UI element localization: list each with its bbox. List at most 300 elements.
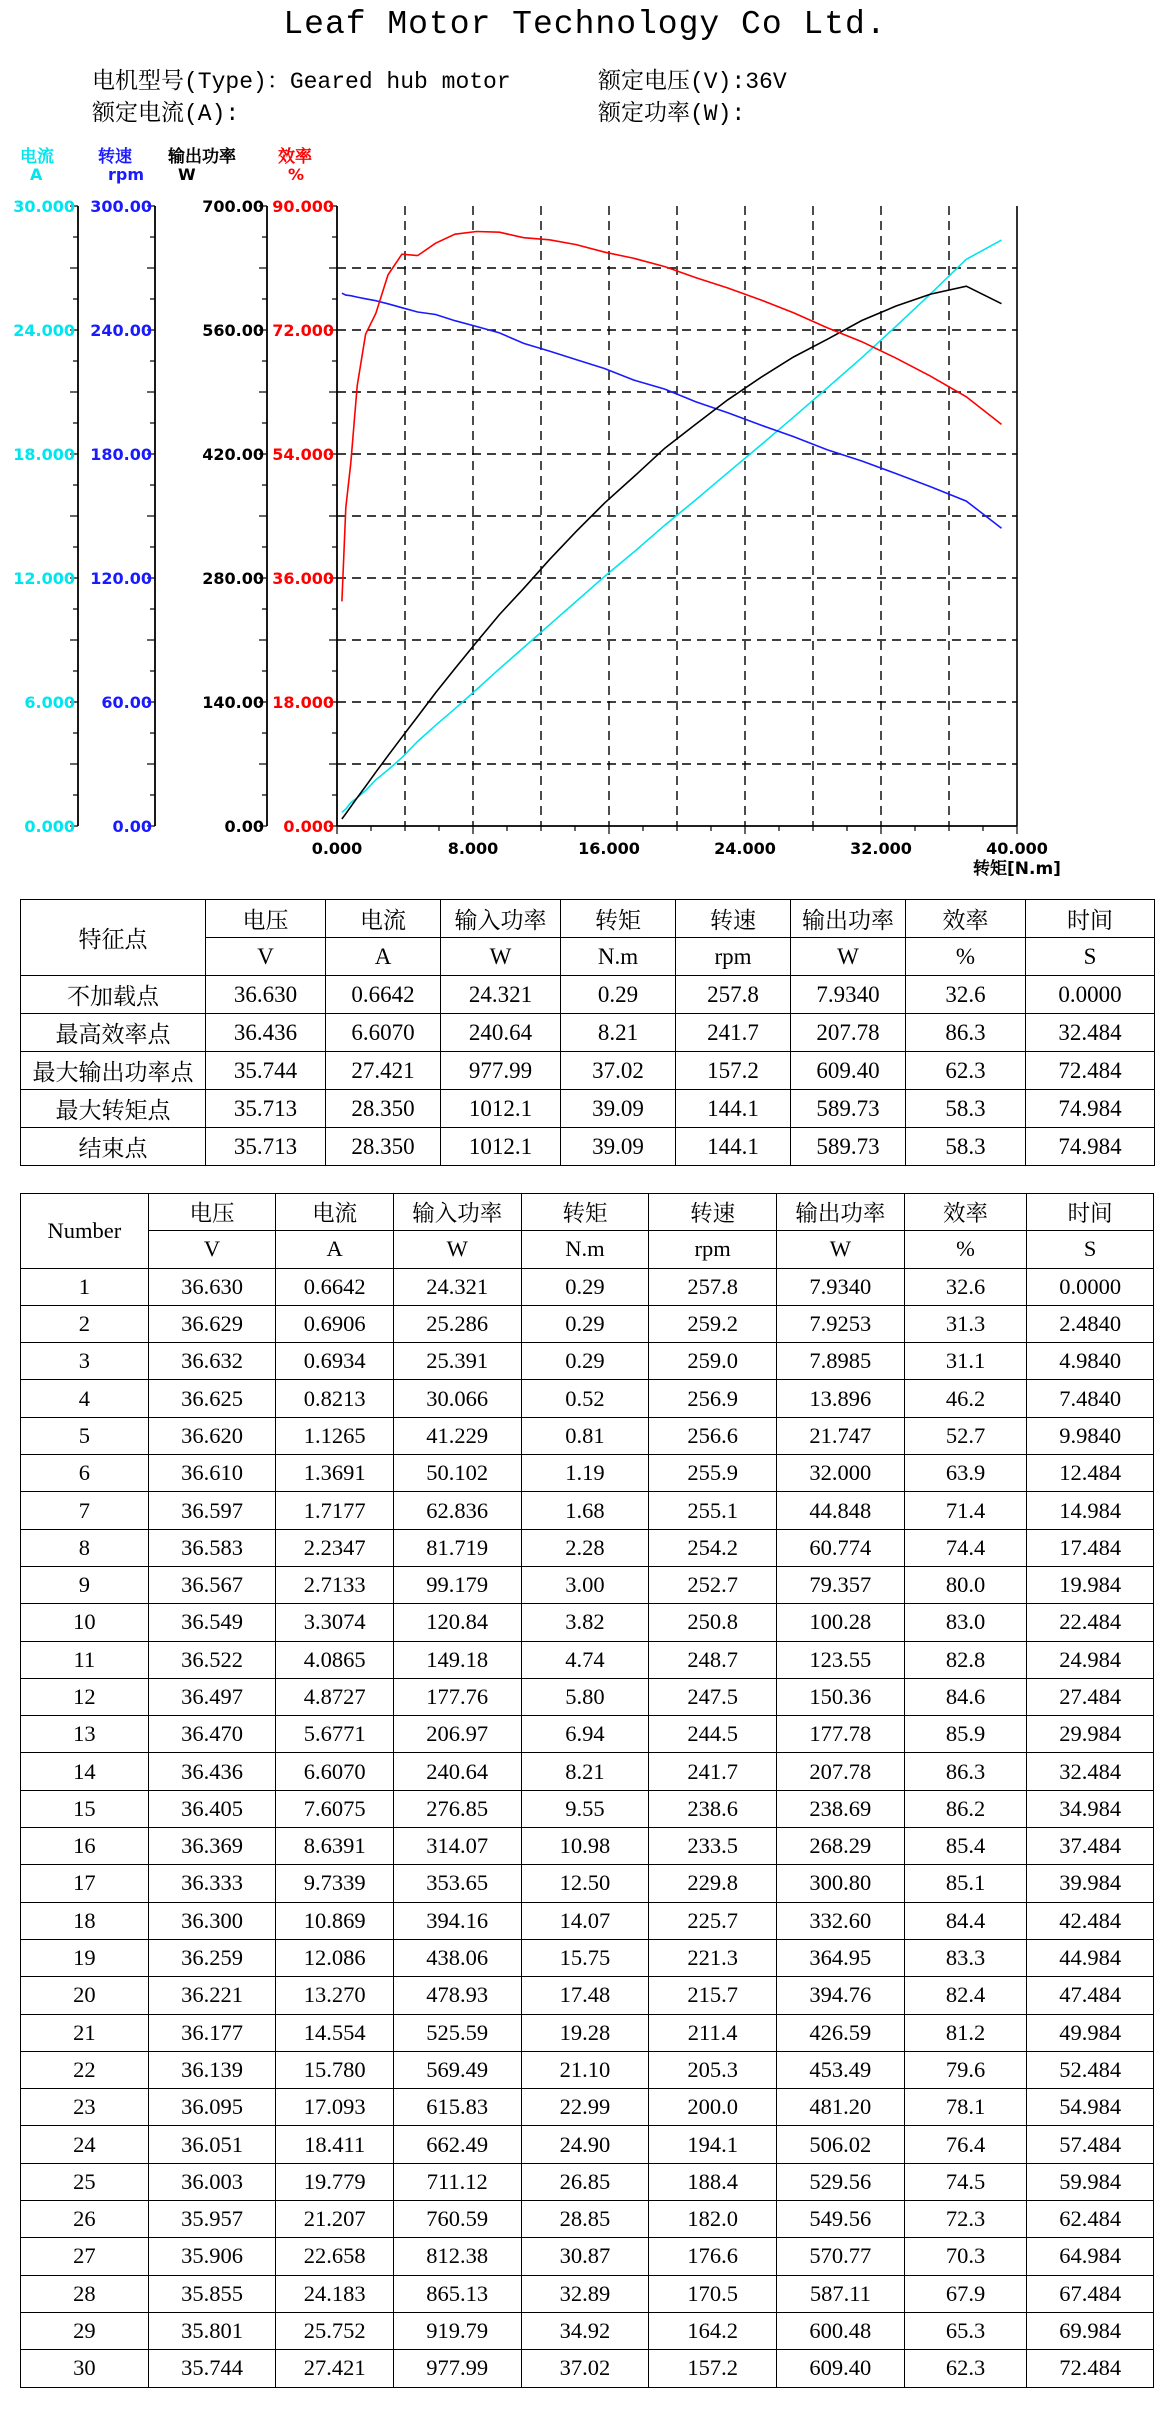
data-cell: 7.6075 <box>276 1790 393 1827</box>
data-cell: 82.8 <box>904 1641 1027 1678</box>
data-cell: 60.774 <box>777 1529 905 1566</box>
feature-unit-header: S <box>1026 938 1155 976</box>
data-row <box>21 1678 1154 1715</box>
data-cell: 80.0 <box>904 1566 1027 1603</box>
feature-column-header: 时间 <box>1026 900 1155 938</box>
feature-cell: 27.421 <box>326 1052 441 1090</box>
feature-cell: 39.09 <box>561 1090 676 1128</box>
data-row-label: 28 <box>21 2275 149 2312</box>
feature-cell: 240.64 <box>441 1014 561 1052</box>
data-cell: 12.484 <box>1027 1455 1154 1492</box>
data-cell: 615.83 <box>393 2089 521 2126</box>
data-cell: 64.984 <box>1027 2238 1154 2275</box>
data-cell: 81.2 <box>904 2014 1027 2051</box>
feature-column-header: 转矩 <box>561 900 676 938</box>
feature-row-label: 结束点 <box>21 1128 206 1166</box>
feature-unit-header: V <box>206 938 326 976</box>
feature-cell: 72.484 <box>1026 1052 1155 1090</box>
data-row-label: 18 <box>21 1902 149 1939</box>
data-cell: 32.89 <box>521 2275 649 2312</box>
data-cell: 194.1 <box>649 2126 777 2163</box>
data-cell: 36.221 <box>148 1977 276 2014</box>
data-cell: 26.85 <box>521 2163 649 2200</box>
data-cell: 9.7339 <box>276 1865 393 1902</box>
data-cell: 211.4 <box>649 2014 777 2051</box>
data-cell: 2.28 <box>521 1529 649 1566</box>
data-row <box>21 1305 1154 1342</box>
feature-cell: 39.09 <box>561 1128 676 1166</box>
measurement-data-table <box>20 1193 1154 2388</box>
data-unit-header: S <box>1027 1231 1154 1268</box>
data-row-label: 20 <box>21 1977 149 2014</box>
data-cell: 250.8 <box>649 1604 777 1641</box>
data-row <box>21 1492 1154 1529</box>
data-cell: 74.5 <box>904 2163 1027 2200</box>
data-cell: 59.984 <box>1027 2163 1154 2200</box>
x-tick-label: 16.000 <box>578 839 640 858</box>
data-row-label: 24 <box>21 2126 149 2163</box>
feature-cell: 6.6070 <box>326 1014 441 1052</box>
data-cell: 529.56 <box>777 2163 905 2200</box>
feature-row-label: 最大输出功率点 <box>21 1052 206 1090</box>
data-cell: 1.7177 <box>276 1492 393 1529</box>
feature-row <box>21 1128 1155 1166</box>
data-cell: 84.6 <box>904 1678 1027 1715</box>
feature-cell: 32.484 <box>1026 1014 1155 1052</box>
data-unit-header: rpm <box>649 1231 777 1268</box>
feature-cell: 7.9340 <box>791 976 906 1014</box>
data-row <box>21 1268 1154 1305</box>
data-row-label: 9 <box>21 1566 149 1603</box>
data-row-label: 19 <box>21 1939 149 1976</box>
company-title: Leaf Motor Technology Co Ltd. <box>283 6 887 43</box>
data-cell: 25.752 <box>276 2312 393 2349</box>
data-cell: 99.179 <box>393 1566 521 1603</box>
feature-unit-header: rpm <box>676 938 791 976</box>
data-cell: 238.6 <box>649 1790 777 1827</box>
data-cell: 86.2 <box>904 1790 1027 1827</box>
data-cell: 35.801 <box>148 2312 276 2349</box>
data-cell: 83.0 <box>904 1604 1027 1641</box>
data-cell: 12.086 <box>276 1939 393 1976</box>
data-cell: 71.4 <box>904 1492 1027 1529</box>
data-cell: 609.40 <box>777 2350 905 2387</box>
data-cell: 0.29 <box>521 1268 649 1305</box>
data-cell: 0.6934 <box>276 1343 393 1380</box>
data-row <box>21 2051 1154 2088</box>
data-row <box>21 2126 1154 2163</box>
feature-cell: 28.350 <box>326 1128 441 1166</box>
data-row-label: 7 <box>21 1492 149 1529</box>
data-cell: 259.2 <box>649 1305 777 1342</box>
data-cell: 36.522 <box>148 1641 276 1678</box>
data-cell: 259.0 <box>649 1343 777 1380</box>
data-cell: 1.68 <box>521 1492 649 1529</box>
data-row <box>21 2238 1154 2275</box>
feature-cell: 58.3 <box>906 1090 1026 1128</box>
data-cell: 300.80 <box>777 1865 905 1902</box>
data-cell: 919.79 <box>393 2312 521 2349</box>
data-cell: 18.411 <box>276 2126 393 2163</box>
y-tick-label: 0.000 <box>283 817 334 836</box>
data-cell: 35.744 <box>148 2350 276 2387</box>
data-cell: 36.300 <box>148 1902 276 1939</box>
data-cell: 36.470 <box>148 1716 276 1753</box>
series-line-3 <box>342 232 1002 602</box>
data-row-label: 25 <box>21 2163 149 2200</box>
feature-column-header: 输入功率 <box>441 900 561 938</box>
data-cell: 14.984 <box>1027 1492 1154 1529</box>
data-row-label: 21 <box>21 2014 149 2051</box>
data-cell: 79.357 <box>777 1566 905 1603</box>
data-cell: 865.13 <box>393 2275 521 2312</box>
data-cell: 69.984 <box>1027 2312 1154 2349</box>
y-tick-label: 90.000 <box>272 197 334 216</box>
data-cell: 2.2347 <box>276 1529 393 1566</box>
data-cell: 12.50 <box>521 1865 649 1902</box>
data-row <box>21 2163 1154 2200</box>
data-cell: 25.286 <box>393 1305 521 1342</box>
data-cell: 207.78 <box>777 1753 905 1790</box>
data-cell: 5.80 <box>521 1678 649 1715</box>
data-cell: 123.55 <box>777 1641 905 1678</box>
data-unit-header: N.m <box>521 1231 649 1268</box>
data-cell: 157.2 <box>649 2350 777 2387</box>
data-corner-header: Number <box>21 1194 149 1269</box>
feature-unit-header: A <box>326 938 441 976</box>
data-cell: 17.484 <box>1027 1529 1154 1566</box>
data-cell: 81.719 <box>393 1529 521 1566</box>
data-cell: 200.0 <box>649 2089 777 2126</box>
data-column-header: 时间 <box>1027 1194 1154 1231</box>
data-cell: 36.259 <box>148 1939 276 1976</box>
data-cell: 256.6 <box>649 1417 777 1454</box>
y-axis-title: 转速 <box>98 147 132 167</box>
data-cell: 65.3 <box>904 2312 1027 2349</box>
y-axis-unit: W <box>178 165 196 184</box>
data-cell: 1.1265 <box>276 1417 393 1454</box>
data-column-header: 输入功率 <box>393 1194 521 1231</box>
data-cell: 36.333 <box>148 1865 276 1902</box>
data-cell: 67.484 <box>1027 2275 1154 2312</box>
data-cell: 0.52 <box>521 1380 649 1417</box>
data-cell: 662.49 <box>393 2126 521 2163</box>
feature-cell: 207.78 <box>791 1014 906 1052</box>
data-cell: 9.9840 <box>1027 1417 1154 1454</box>
data-cell: 188.4 <box>649 2163 777 2200</box>
data-cell: 426.59 <box>777 2014 905 2051</box>
data-cell: 549.56 <box>777 2201 905 2238</box>
feature-cell: 35.744 <box>206 1052 326 1090</box>
data-cell: 29.984 <box>1027 1716 1154 1753</box>
data-cell: 1.3691 <box>276 1455 393 1492</box>
feature-cell: 589.73 <box>791 1128 906 1166</box>
y-axis-unit: % <box>288 165 305 184</box>
data-cell: 353.65 <box>393 1865 521 1902</box>
data-cell: 78.1 <box>904 2089 1027 2126</box>
data-cell: 17.48 <box>521 1977 649 2014</box>
data-cell: 62.484 <box>1027 2201 1154 2238</box>
data-row-label: 12 <box>21 1678 149 1715</box>
data-unit-header: W <box>393 1231 521 1268</box>
data-cell: 7.9253 <box>777 1305 905 1342</box>
motor-performance-chart <box>0 140 1170 885</box>
feature-column-header: 转速 <box>676 900 791 938</box>
data-cell: 85.1 <box>904 1865 1027 1902</box>
feature-cell: 86.3 <box>906 1014 1026 1052</box>
data-cell: 19.28 <box>521 2014 649 2051</box>
data-row <box>21 1902 1154 1939</box>
data-cell: 72.3 <box>904 2201 1027 2238</box>
feature-cell: 28.350 <box>326 1090 441 1128</box>
y-tick-label: 300.00 <box>90 197 152 216</box>
data-cell: 9.55 <box>521 1790 649 1827</box>
y-tick-label: 72.000 <box>272 321 334 340</box>
data-cell: 49.984 <box>1027 2014 1154 2051</box>
data-cell: 39.984 <box>1027 1865 1154 1902</box>
data-cell: 247.5 <box>649 1678 777 1715</box>
data-cell: 36.625 <box>148 1380 276 1417</box>
data-row <box>21 1641 1154 1678</box>
data-cell: 36.567 <box>148 1566 276 1603</box>
x-tick-label: 0.000 <box>311 839 363 858</box>
data-cell: 233.5 <box>649 1828 777 1865</box>
data-cell: 4.9840 <box>1027 1343 1154 1380</box>
y-tick-label: 0.00 <box>224 817 264 836</box>
y-axis-title: 电流 <box>20 147 54 167</box>
data-cell: 6.94 <box>521 1716 649 1753</box>
feature-cell: 74.984 <box>1026 1128 1155 1166</box>
data-cell: 229.8 <box>649 1865 777 1902</box>
data-row-label: 5 <box>21 1417 149 1454</box>
feature-unit-header: N.m <box>561 938 676 976</box>
data-cell: 600.48 <box>777 2312 905 2349</box>
data-cell: 36.095 <box>148 2089 276 2126</box>
data-cell: 0.29 <box>521 1343 649 1380</box>
data-cell: 394.76 <box>777 1977 905 2014</box>
data-cell: 256.9 <box>649 1380 777 1417</box>
y-tick-label: 30.000 <box>13 197 75 216</box>
data-row-label: 29 <box>21 2312 149 2349</box>
data-cell: 100.28 <box>777 1604 905 1641</box>
data-cell: 255.1 <box>649 1492 777 1529</box>
data-cell: 2.4840 <box>1027 1305 1154 1342</box>
data-row <box>21 1828 1154 1865</box>
data-cell: 8.21 <box>521 1753 649 1790</box>
data-cell: 14.554 <box>276 2014 393 2051</box>
data-cell: 221.3 <box>649 1939 777 1976</box>
data-column-header: 电压 <box>148 1194 276 1231</box>
data-row-label: 14 <box>21 1753 149 1790</box>
data-row <box>21 2350 1154 2387</box>
feature-cell: 24.321 <box>441 976 561 1014</box>
data-cell: 254.2 <box>649 1529 777 1566</box>
data-row-label: 15 <box>21 1790 149 1827</box>
feature-row <box>21 976 1155 1014</box>
data-cell: 268.29 <box>777 1828 905 1865</box>
series-line-1 <box>342 293 1002 528</box>
feature-unit-header: W <box>791 938 906 976</box>
data-row-label: 10 <box>21 1604 149 1641</box>
data-cell: 36.583 <box>148 1529 276 1566</box>
x-tick-label: 24.000 <box>714 839 776 858</box>
data-cell: 3.82 <box>521 1604 649 1641</box>
data-cell: 1.19 <box>521 1455 649 1492</box>
data-cell: 177.78 <box>777 1716 905 1753</box>
feature-header-row <box>21 900 1155 938</box>
data-cell: 2.7133 <box>276 1566 393 1603</box>
data-row-label: 17 <box>21 1865 149 1902</box>
data-cell: 72.484 <box>1027 2350 1154 2387</box>
data-cell: 8.6391 <box>276 1828 393 1865</box>
y-tick-label: 240.00 <box>90 321 152 340</box>
data-column-header: 转矩 <box>521 1194 649 1231</box>
data-cell: 0.6642 <box>276 1268 393 1305</box>
data-cell: 255.9 <box>649 1455 777 1492</box>
y-axis-unit: rpm <box>108 165 145 184</box>
y-tick-label: 280.00 <box>202 569 264 588</box>
data-row <box>21 1790 1154 1827</box>
data-cell: 36.405 <box>148 1790 276 1827</box>
data-cell: 150.36 <box>777 1678 905 1715</box>
data-cell: 47.484 <box>1027 1977 1154 2014</box>
data-cell: 85.4 <box>904 1828 1027 1865</box>
data-cell: 50.102 <box>393 1455 521 1492</box>
data-cell: 332.60 <box>777 1902 905 1939</box>
data-unit-row <box>21 1231 1154 1268</box>
x-tick-label: 40.000 <box>986 839 1048 858</box>
data-cell: 177.76 <box>393 1678 521 1715</box>
y-tick-label: 180.00 <box>90 445 152 464</box>
data-row-label: 22 <box>21 2051 149 2088</box>
data-cell: 46.2 <box>904 1380 1027 1417</box>
feature-cell: 8.21 <box>561 1014 676 1052</box>
data-cell: 36.549 <box>148 1604 276 1641</box>
data-cell: 525.59 <box>393 2014 521 2051</box>
y-tick-label: 0.00 <box>112 817 152 836</box>
feature-unit-header: % <box>906 938 1026 976</box>
feature-cell: 37.02 <box>561 1052 676 1090</box>
data-column-header: 输出功率 <box>777 1194 905 1231</box>
data-cell: 85.9 <box>904 1716 1027 1753</box>
feature-cell: 0.6642 <box>326 976 441 1014</box>
feature-cell: 144.1 <box>676 1128 791 1166</box>
data-cell: 364.95 <box>777 1939 905 1976</box>
feature-row-label: 最大转矩点 <box>21 1090 206 1128</box>
data-cell: 205.3 <box>649 2051 777 2088</box>
data-row <box>21 2201 1154 2238</box>
data-cell: 70.3 <box>904 2238 1027 2275</box>
feature-row <box>21 1052 1155 1090</box>
data-cell: 215.7 <box>649 1977 777 2014</box>
data-cell: 182.0 <box>649 2201 777 2238</box>
data-cell: 86.3 <box>904 1753 1027 1790</box>
data-cell: 52.484 <box>1027 2051 1154 2088</box>
feature-cell: 36.436 <box>206 1014 326 1052</box>
data-column-header: 电流 <box>276 1194 393 1231</box>
feature-cell: 257.8 <box>676 976 791 1014</box>
data-cell: 32.484 <box>1027 1753 1154 1790</box>
feature-row <box>21 1014 1155 1052</box>
data-cell: 37.484 <box>1027 1828 1154 1865</box>
feature-corner-header: 特征点 <box>21 900 206 976</box>
data-cell: 176.6 <box>649 2238 777 2275</box>
feature-column-header: 电流 <box>326 900 441 938</box>
data-cell: 57.484 <box>1027 2126 1154 2163</box>
data-cell: 25.391 <box>393 1343 521 1380</box>
data-cell: 10.869 <box>276 1902 393 1939</box>
data-cell: 37.02 <box>521 2350 649 2387</box>
feature-column-header: 电压 <box>206 900 326 938</box>
data-cell: 34.984 <box>1027 1790 1154 1827</box>
motor-type-label: 电机型号(Type)：Geared hub motor <box>92 69 511 95</box>
data-cell: 41.229 <box>393 1417 521 1454</box>
data-cell: 394.16 <box>393 1902 521 1939</box>
data-cell: 84.4 <box>904 1902 1027 1939</box>
data-cell: 7.9340 <box>777 1268 905 1305</box>
data-cell: 36.177 <box>148 2014 276 2051</box>
data-row-label: 4 <box>21 1380 149 1417</box>
data-cell: 36.597 <box>148 1492 276 1529</box>
data-row <box>21 1417 1154 1454</box>
data-row-label: 1 <box>21 1268 149 1305</box>
data-cell: 82.4 <box>904 1977 1027 2014</box>
data-row-label: 30 <box>21 2350 149 2387</box>
feature-cell: 241.7 <box>676 1014 791 1052</box>
data-cell: 120.84 <box>393 1604 521 1641</box>
data-cell: 5.6771 <box>276 1716 393 1753</box>
feature-column-header: 效率 <box>906 900 1026 938</box>
data-cell: 244.5 <box>649 1716 777 1753</box>
data-cell: 34.92 <box>521 2312 649 2349</box>
data-cell: 481.20 <box>777 2089 905 2126</box>
data-row <box>21 1529 1154 1566</box>
data-cell: 27.421 <box>276 2350 393 2387</box>
data-cell: 19.779 <box>276 2163 393 2200</box>
y-axis-title: 输出功率 <box>168 147 236 167</box>
data-cell: 248.7 <box>649 1641 777 1678</box>
y-axis-title: 效率 <box>278 147 312 167</box>
data-cell: 252.7 <box>649 1566 777 1603</box>
feature-cell: 62.3 <box>906 1052 1026 1090</box>
data-row <box>21 1455 1154 1492</box>
data-cell: 36.051 <box>148 2126 276 2163</box>
data-cell: 238.69 <box>777 1790 905 1827</box>
feature-cell: 977.99 <box>441 1052 561 1090</box>
data-cell: 36.610 <box>148 1455 276 1492</box>
feature-points-table <box>20 899 1155 1166</box>
y-tick-label: 18.000 <box>272 693 334 712</box>
feature-cell: 35.713 <box>206 1090 326 1128</box>
data-row <box>21 1716 1154 1753</box>
data-cell: 0.8213 <box>276 1380 393 1417</box>
y-tick-label: 12.000 <box>13 569 75 588</box>
data-cell: 164.2 <box>649 2312 777 2349</box>
data-row-label: 2 <box>21 1305 149 1342</box>
data-cell: 36.629 <box>148 1305 276 1342</box>
data-unit-header: W <box>777 1231 905 1268</box>
y-tick-label: 120.00 <box>90 569 152 588</box>
data-row <box>21 2014 1154 2051</box>
data-row-label: 26 <box>21 2201 149 2238</box>
data-cell: 42.484 <box>1027 1902 1154 1939</box>
feature-cell: 157.2 <box>676 1052 791 1090</box>
data-cell: 240.64 <box>393 1753 521 1790</box>
data-row-label: 11 <box>21 1641 149 1678</box>
data-cell: 0.81 <box>521 1417 649 1454</box>
data-cell: 21.207 <box>276 2201 393 2238</box>
data-cell: 7.4840 <box>1027 1380 1154 1417</box>
